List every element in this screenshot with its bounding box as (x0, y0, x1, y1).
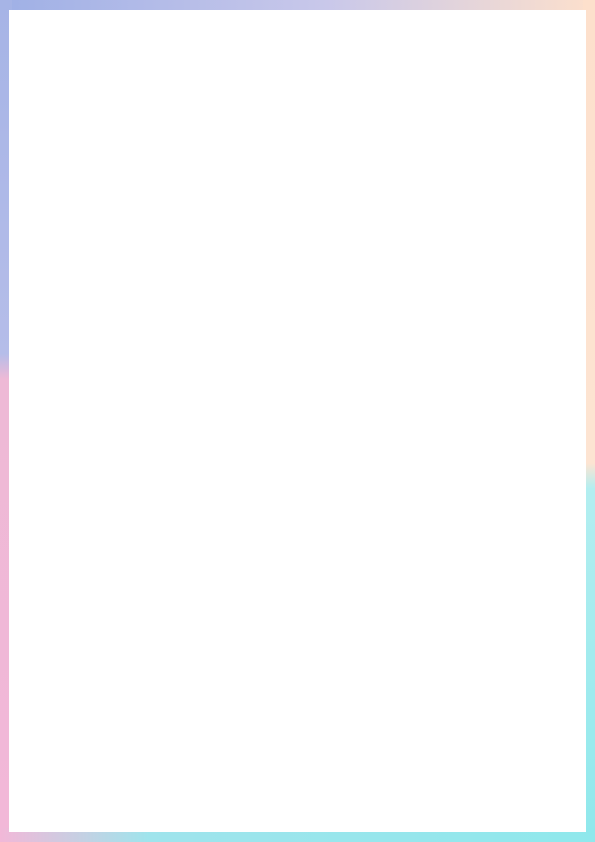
letter-page (9, 10, 586, 832)
